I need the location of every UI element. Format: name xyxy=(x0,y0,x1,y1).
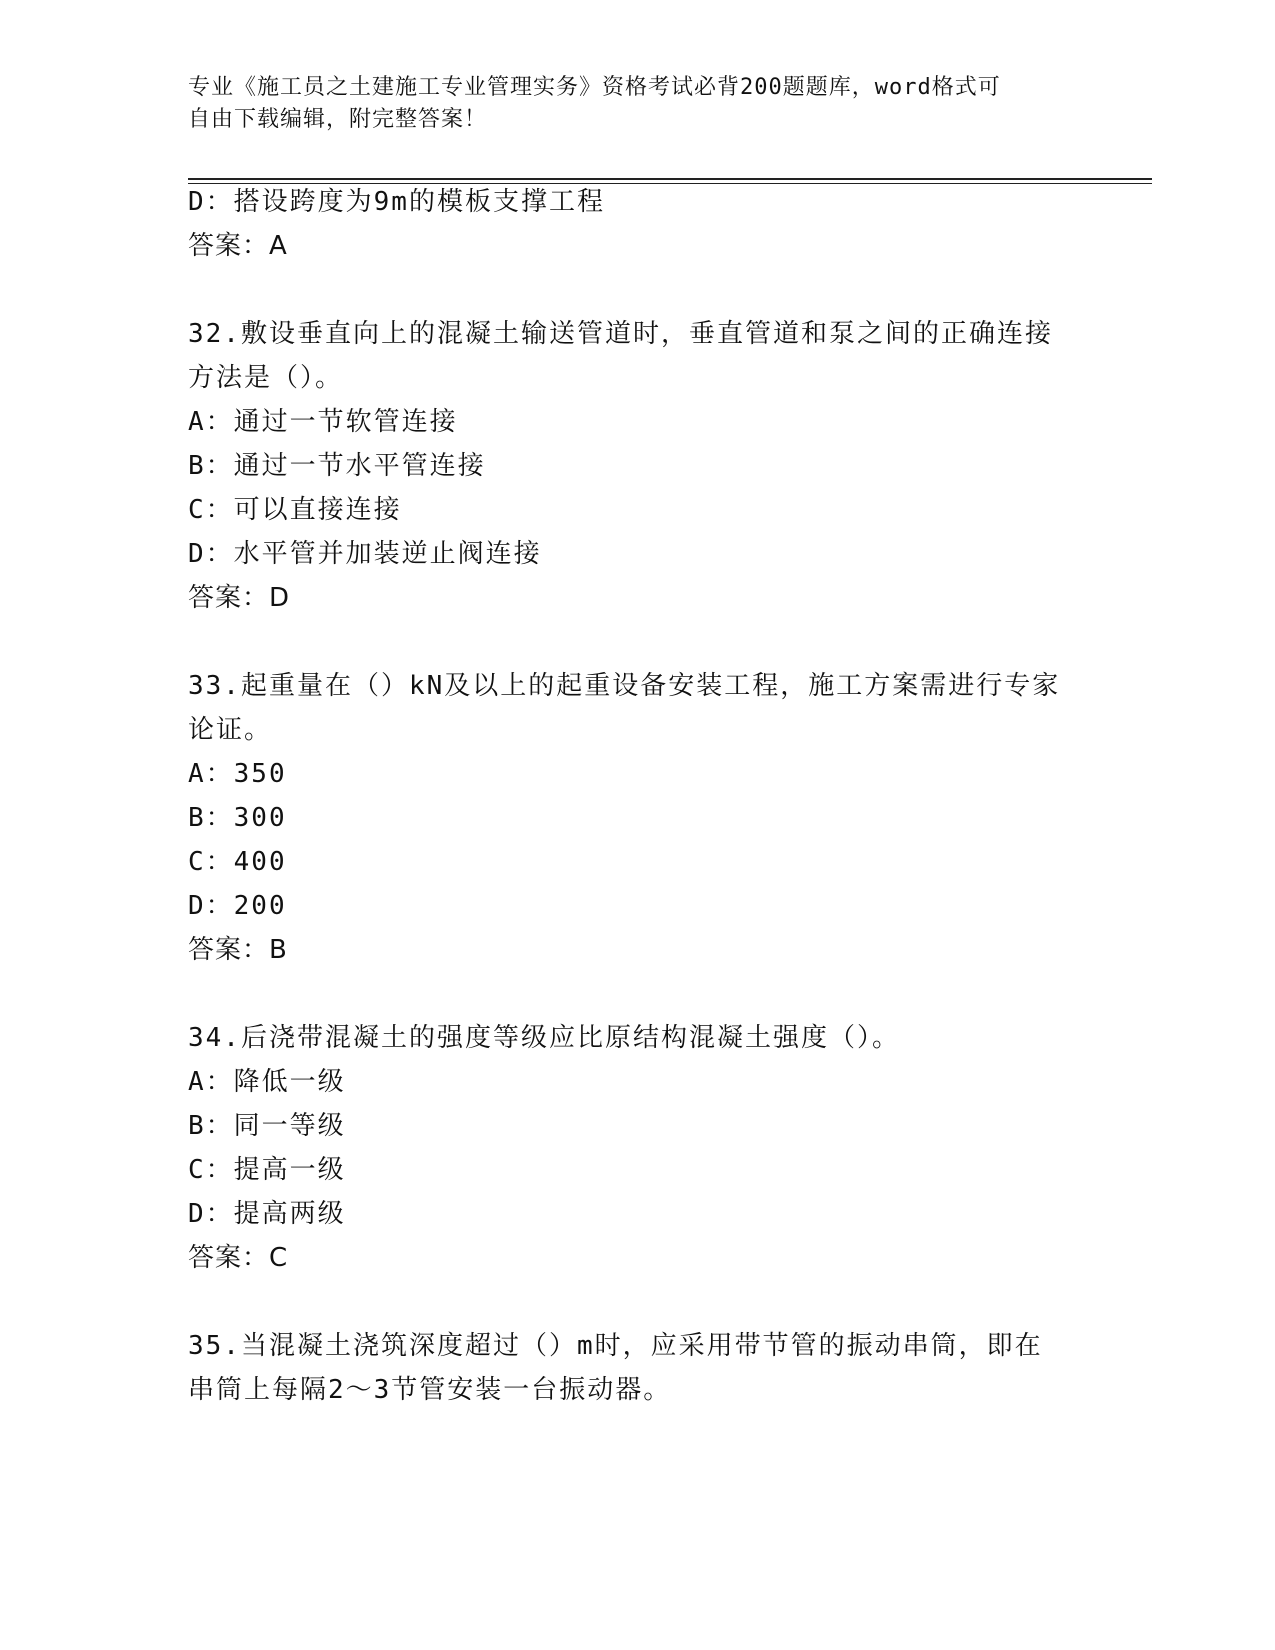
document-header xyxy=(188,72,1088,136)
q33-answer: 答案：B xyxy=(188,935,288,965)
q32-option-b: B：通过一节水平管连接 xyxy=(188,451,486,481)
q34-stem: 34.后浇带混凝土的强度等级应比原结构混凝土强度（）。 xyxy=(188,1023,900,1053)
q31-option-d: D：搭设跨度为9m的模板支撑工程 xyxy=(188,187,605,217)
header-title-line1: 专业《施工员之土建施工专业管理实务》资格考试必背200题题库，word格式可 xyxy=(188,75,1001,100)
q34-option-c: C：提高一级 xyxy=(188,1155,346,1185)
q32-option-c: C：可以直接连接 xyxy=(188,495,402,525)
q34-answer: 答案：C xyxy=(188,1243,289,1273)
q34-option-a: A：降低一级 xyxy=(188,1067,346,1097)
q32-answer: 答案：D xyxy=(188,583,291,613)
q31-answer: 答案：A xyxy=(188,231,288,261)
q34-option-b: B：同一等级 xyxy=(188,1111,346,1141)
q33-option-b: B：300 xyxy=(188,803,287,833)
q34-option-d: D：提高两级 xyxy=(188,1199,346,1229)
header-divider-thick xyxy=(188,178,1152,180)
header-title-line2: 自由下载编辑，附完整答案！ xyxy=(188,107,488,132)
header-divider-thin xyxy=(188,183,1152,184)
q32-option-a: A：通过一节软管连接 xyxy=(188,407,458,437)
q33-option-c: C：400 xyxy=(188,847,287,877)
q35-stem-line1: 35.当混凝土浇筑深度超过（）m时，应采用带节管的振动串筒，即在 xyxy=(188,1331,1043,1361)
q33-stem-line2: 论证。 xyxy=(188,715,273,745)
q33-option-d: D：200 xyxy=(188,891,287,921)
q32-option-d: D：水平管并加装逆止阀连接 xyxy=(188,539,542,569)
q35-stem-line2: 串筒上每隔2～3节管安装一台振动器。 xyxy=(188,1375,672,1405)
q33-option-a: A：350 xyxy=(188,759,287,789)
q32-stem-line2: 方法是（）。 xyxy=(188,363,344,393)
q32-stem-line1: 32.敷设垂直向上的混凝土输送管道时，垂直管道和泵之间的正确连接 xyxy=(188,319,1053,349)
q33-stem-line1: 33.起重量在（）kN及以上的起重设备安装工程，施工方案需进行专家 xyxy=(188,671,1061,701)
